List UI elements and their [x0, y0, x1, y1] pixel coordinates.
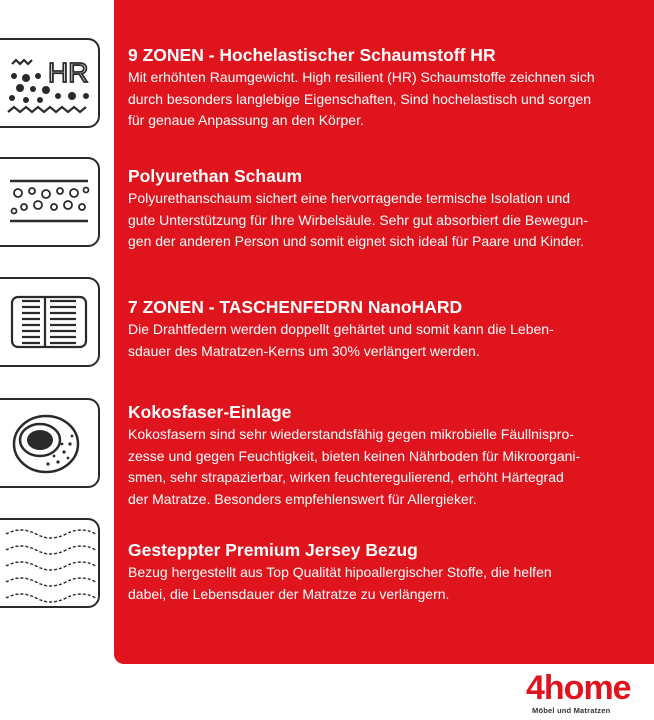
hr-foam-icon — [0, 40, 98, 126]
desc-line: Bezug hergestellt aus Top Qualität hipoallergischer Stoffe, die helfen — [128, 564, 552, 580]
desc-line: gen der anderen Person und somit eignet sich ideal für Paare und Kinder. — [128, 233, 585, 249]
feature-polyurethane — [128, 165, 643, 253]
coconut-fiber-icon — [0, 400, 98, 486]
feature-description — [128, 67, 643, 132]
desc-line: Die Drahtfedern werden doppellt gehärtet und somit kann die Leben- — [128, 321, 554, 337]
feature-title: Kokosfaser-Einlage — [128, 402, 292, 422]
feature-description — [128, 424, 643, 510]
desc-line: Mit erhöhten Raumgewicht. High resilient (HR) Schaumstoffe zeichnen sich — [128, 69, 595, 85]
jersey-cover-icon-box — [0, 518, 100, 608]
brand-logo — [526, 670, 654, 720]
feature-pocket-springs — [128, 296, 643, 362]
feature-coconut-fiber — [128, 401, 643, 510]
feature-title: 9 ZONEN - Hochelastischer Schaumstoff HR — [128, 45, 496, 65]
feature-description — [128, 188, 643, 253]
desc-line: durch besonders langlebige Eigenschaften, Sind hochelastisch und sorgen — [128, 90, 592, 107]
feature-description — [128, 562, 643, 605]
feature-title: 7 ZONEN - TASCHENFEDRN NanoHARD — [128, 297, 463, 317]
pocket-springs-icon-box — [0, 277, 100, 367]
desc-line: dabei, die Lebensdauer der Matratze zu verlängern. — [128, 585, 450, 602]
feature-description — [128, 319, 643, 362]
polyurethane-foam-icon-box — [0, 157, 100, 247]
hr-foam-icon-box — [0, 38, 100, 128]
desc-line: für genaue Anpassung an den Körper. — [128, 112, 364, 128]
hr-label: HR — [48, 57, 89, 88]
desc-line: Kokosfasern sind sehr wiederstandsfähig gegen mikrobielle Fäullnispro- — [128, 426, 574, 442]
feature-hr-foam — [128, 44, 643, 132]
brand-name: 4home — [526, 669, 631, 707]
desc-line: gute Unterstützung für Ihre Wirbelsäule. Sehr gut absorbiert die Bewegun- — [128, 211, 588, 228]
desc-line: Polyurethanschaum sichert eine hervorragende termische Isolation und — [128, 190, 571, 206]
desc-line: sdauer des Matratzen-Kerns um 30% verlängert werden. — [128, 342, 480, 359]
polyurethane-foam-icon — [0, 159, 98, 245]
jersey-cover-icon — [0, 520, 98, 606]
desc-line: der Matratze. Besonders empfehlenswert für Allergieker. — [128, 490, 477, 507]
feature-title: Gesteppter Premium Jersey Bezug — [128, 540, 418, 560]
brand-tagline: Möbel und Matratzen — [532, 706, 611, 715]
coconut-fiber-icon-box — [0, 398, 100, 488]
feature-title: Polyurethan Schaum — [128, 166, 303, 186]
desc-line: smen, sehr strapazierbar, wirken feuchteregulierend, erhöht Härtegrad — [128, 469, 564, 485]
pocket-springs-icon — [0, 279, 98, 365]
feature-jersey-cover — [128, 539, 643, 605]
desc-line: zesse und gegen Feuchtigkeit, bieten keinen Nährboden für Mikroorgani- — [128, 447, 581, 464]
